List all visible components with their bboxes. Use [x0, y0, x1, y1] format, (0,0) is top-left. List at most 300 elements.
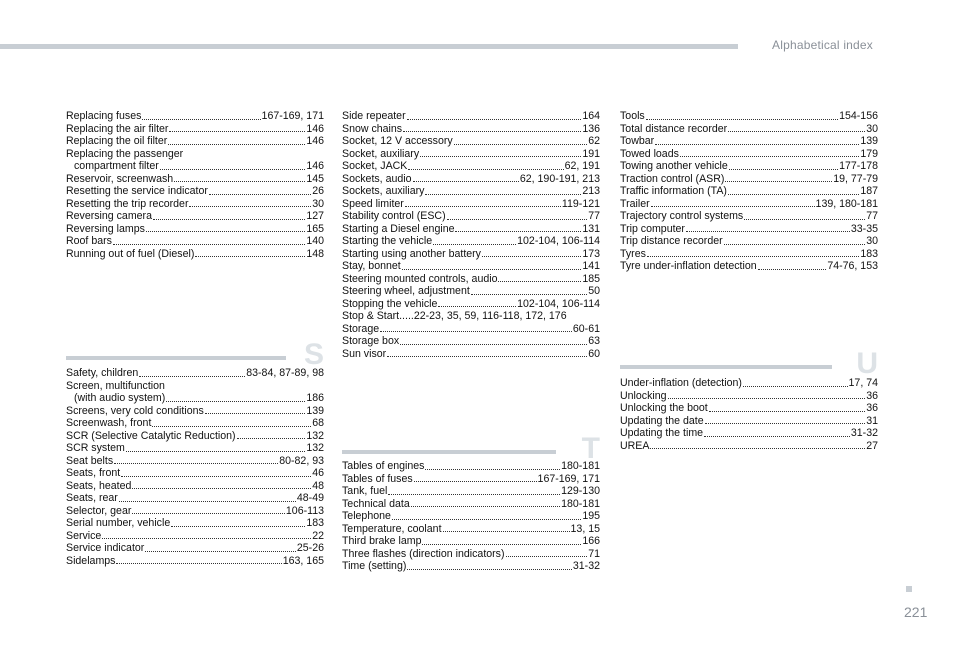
entry-page-ref: 213: [582, 185, 600, 197]
index-entry: [620, 110, 878, 123]
entry-page-ref: 140: [306, 235, 324, 247]
dot-leader: [646, 119, 838, 120]
dot-leader: [729, 169, 838, 170]
dot-leader: [166, 401, 305, 402]
index-entry: [66, 480, 324, 493]
index-entry: [342, 560, 600, 573]
entry-page-ref: 187: [860, 185, 878, 197]
entry-page-ref: 139, 180-181: [815, 197, 878, 210]
entry-label: Resetting the trip recorder: [66, 197, 189, 210]
dot-leader: [414, 481, 537, 482]
index-entry: [620, 123, 878, 136]
dot-leader: [392, 519, 581, 520]
dot-leader: [237, 438, 306, 439]
index-entry: [66, 555, 324, 568]
entry-label: Trip distance recorder: [620, 235, 723, 247]
entry-label: Steering mounted controls, audio: [342, 272, 498, 285]
dot-leader: [420, 156, 581, 157]
dot-leader: [132, 513, 285, 514]
entry-page-ref: 77: [866, 210, 878, 222]
entry-page-ref: 129-130: [561, 485, 600, 497]
entry-page-ref: 183: [306, 517, 324, 529]
entry-label: Seats, rear: [66, 492, 118, 504]
index-entry: [342, 223, 600, 236]
index-entry: [620, 440, 878, 453]
dot-leader: [438, 306, 516, 307]
entry-label: Roof bars: [66, 235, 112, 247]
index-group-t: [342, 460, 600, 573]
entry-page-ref: 30: [312, 197, 324, 210]
entry-page-ref: 145: [306, 172, 324, 185]
dot-leader: [705, 423, 866, 424]
dot-leader: [443, 531, 570, 532]
entry-label: Screenwash, front: [66, 417, 152, 429]
dot-leader: [498, 281, 581, 282]
index-entry: [342, 510, 600, 523]
dot-leader: [743, 386, 848, 387]
entry-label: Sidelamps: [66, 554, 116, 567]
entry-label: Seats, heated: [66, 479, 132, 492]
index-entry: [342, 310, 600, 323]
entry-label: Trailer: [620, 197, 650, 210]
index-entry: [66, 530, 324, 543]
index-entry: [620, 148, 878, 161]
dot-leader: [668, 398, 866, 399]
entry-label: Trajectory control systems: [620, 210, 744, 222]
index-entry: [342, 485, 600, 498]
entry-label: Traffic information (TA): [620, 185, 727, 197]
entry-page-ref: 141: [582, 260, 600, 272]
index-entry: [342, 148, 600, 161]
entry-label: Stability control (ESC): [342, 210, 446, 222]
entry-page-ref: 19, 77-79: [833, 172, 878, 185]
index-entry: [66, 198, 324, 211]
header-rule: [0, 44, 738, 49]
entry-label: Temperature, coolant: [342, 522, 442, 535]
dot-leader: [454, 144, 588, 145]
index-entry: [66, 380, 324, 393]
index-entry: [342, 348, 600, 361]
dot-leader: [413, 181, 519, 182]
entry-label: Sun visor: [342, 347, 387, 360]
entry-page-ref: 119-121: [561, 197, 600, 210]
entry-page-ref: 31: [866, 414, 878, 427]
index-entry: [66, 248, 324, 261]
entry-label: Third brake lamp: [342, 535, 422, 547]
entry-label: Screens, very cold conditions: [66, 404, 204, 417]
entry-label: Side repeater: [342, 110, 406, 122]
index-entry: [66, 223, 324, 236]
dot-leader: [422, 544, 581, 545]
dot-leader: [205, 413, 306, 414]
index-entry: [66, 492, 324, 505]
entry-label: SCR (Selective Catalytic Reduction): [66, 429, 236, 442]
dot-leader: [145, 551, 296, 552]
index-entry: [66, 517, 324, 530]
entry-label: Stop & Start.....22-23, 35, 59, 116-118, 172, 176: [342, 310, 567, 322]
dot-leader: [686, 231, 850, 232]
index-entry: [342, 110, 600, 123]
dot-leader: [407, 569, 572, 570]
dot-leader: [724, 244, 866, 245]
index-letter: S: [303, 338, 324, 371]
entry-page-ref: 106-113: [285, 504, 324, 517]
dot-leader: [704, 436, 850, 437]
entry-label: Steering wheel, adjustment: [342, 285, 470, 297]
dot-leader: [126, 451, 305, 452]
dot-leader: [132, 488, 311, 489]
entry-label: Socket, 12 V accessory: [342, 135, 453, 147]
index-entry: [620, 198, 878, 211]
divider-rule: [66, 356, 286, 360]
index-entry: [66, 392, 324, 405]
entry-label: Total distance recorder: [620, 122, 728, 135]
entry-page-ref: 60: [588, 347, 600, 360]
entry-page-ref: 77: [588, 210, 600, 222]
entry-page-ref: 17, 74: [848, 377, 878, 389]
entry-page-ref: 36: [866, 402, 878, 414]
dot-leader: [195, 256, 305, 257]
entry-label: Selector, gear: [66, 504, 132, 517]
dot-leader: [651, 206, 815, 207]
dot-leader: [482, 256, 581, 257]
entry-page-ref: 60-61: [572, 322, 600, 335]
dot-leader: [174, 181, 305, 182]
entry-page-ref: 26: [312, 185, 324, 197]
index-entry: [620, 402, 878, 415]
entry-page-ref: 173: [582, 247, 600, 260]
dot-leader: [725, 181, 832, 182]
dot-leader: [425, 194, 581, 195]
entry-page-ref: 13, 15: [570, 522, 600, 535]
dot-leader: [405, 206, 561, 207]
index-entry: [342, 273, 600, 286]
entry-label: Safety, children: [66, 367, 139, 379]
index-entry: [66, 160, 324, 173]
dot-leader: [142, 119, 260, 120]
divider-rule: [620, 365, 832, 369]
dot-leader: [152, 426, 311, 427]
index-entry: [620, 260, 878, 273]
entry-label: Reversing lamps: [66, 222, 145, 235]
letter-divider-s: [66, 330, 324, 371]
index-entry: [66, 417, 324, 430]
index-entry: [342, 123, 600, 136]
entry-page-ref: 154-156: [839, 110, 878, 122]
entry-page-ref: 48: [312, 479, 324, 492]
index-entry: [342, 198, 600, 211]
index-entry: [620, 427, 878, 440]
entry-label: Sockets, audio: [342, 172, 412, 185]
entry-page-ref: 132: [306, 429, 324, 442]
entry-label: Reversing camera: [66, 210, 152, 222]
index-entry: [342, 535, 600, 548]
entry-label: Tank, fuel: [342, 485, 388, 497]
dot-leader: [116, 563, 281, 564]
entry-page-ref: 148: [306, 247, 324, 260]
index-entry: [342, 523, 600, 536]
dot-leader: [411, 506, 560, 507]
entry-label: Updating the date: [620, 414, 704, 427]
letter-divider-t: [342, 424, 600, 465]
index-entry: [66, 455, 324, 468]
entry-label: Trip computer: [620, 222, 685, 235]
index-entry: [342, 260, 600, 273]
dot-leader: [407, 119, 582, 120]
entry-page-ref: 25-26: [296, 542, 324, 554]
entry-page-ref: 180-181: [561, 460, 600, 472]
index-entry: [342, 285, 600, 298]
index-entry: [342, 160, 600, 173]
entry-page-ref: 146: [306, 122, 324, 135]
dot-leader: [209, 194, 311, 195]
index-entry: [342, 498, 600, 511]
entry-page-ref: 80-82, 93: [279, 454, 324, 467]
entry-label: Resetting the service indicator: [66, 185, 208, 197]
entry-page-ref: 102-104, 106-114: [517, 235, 600, 247]
index-entry: [620, 210, 878, 223]
index-entry: [620, 415, 878, 428]
index-group-u: [620, 377, 878, 452]
entry-page-ref: 63: [588, 335, 600, 347]
entry-page-ref: 48-49: [296, 492, 324, 504]
dot-leader: [400, 344, 587, 345]
entry-page-ref: 164: [582, 110, 600, 122]
dot-leader: [387, 356, 587, 357]
entry-label: Starting a Diesel engine: [342, 222, 455, 235]
index-entry: [342, 235, 600, 248]
entry-page-ref: 136: [582, 122, 600, 135]
page-number: 221: [904, 604, 928, 620]
entry-label: Towed loads: [620, 147, 679, 160]
dot-leader: [169, 131, 305, 132]
entry-page-ref: 180-181: [561, 497, 600, 510]
index-entry: [620, 235, 878, 248]
entry-label: SCR system: [66, 442, 125, 454]
entry-label: Tyres: [620, 247, 646, 260]
entry-page-ref: 146: [306, 135, 324, 147]
entry-label: Storage: [342, 322, 380, 335]
entry-label: Tables of fuses: [342, 472, 413, 485]
entry-page-ref: 62, 190-191, 213: [519, 172, 600, 185]
index-entry: [66, 367, 324, 380]
dot-leader: [146, 231, 305, 232]
entry-label: Time (setting): [342, 560, 407, 572]
entry-page-ref: 166: [582, 535, 600, 547]
dot-leader: [380, 331, 572, 332]
index-letter: T: [581, 432, 600, 465]
dot-leader: [709, 411, 865, 412]
entry-page-ref: 68: [312, 417, 324, 429]
dot-leader: [153, 219, 305, 220]
index-entry: [620, 390, 878, 403]
index-entry: [620, 173, 878, 186]
entry-label: Storage box: [342, 335, 400, 347]
dot-leader: [433, 244, 516, 245]
entry-page-ref: 195: [582, 510, 600, 522]
index-entry: [66, 505, 324, 518]
index-entry: [342, 210, 600, 223]
entry-label: Screen, multifunction: [66, 379, 165, 392]
entry-label: Unlocking the boot: [620, 402, 708, 414]
page-section-title: Alphabetical index: [772, 38, 874, 52]
entry-page-ref: 191: [582, 147, 600, 160]
entry-label: Starting using another battery: [342, 247, 481, 260]
index-group-s: [66, 367, 324, 567]
dot-leader: [455, 231, 581, 232]
entry-page-ref: 36: [866, 389, 878, 402]
entry-label: Snow chains: [342, 122, 403, 135]
entry-label: Socket, JACK: [342, 160, 408, 172]
index-entry: [342, 135, 600, 148]
index-entry: [620, 248, 878, 261]
index-entry: [66, 123, 324, 136]
entry-page-ref: 131: [582, 222, 600, 235]
dot-leader: [168, 144, 305, 145]
dot-leader: [139, 376, 245, 377]
index-group-r: [66, 110, 324, 260]
entry-page-ref: 46: [312, 467, 324, 479]
index-entry: [66, 430, 324, 443]
index-group-s-continued: [342, 110, 600, 360]
entry-label: UREA: [620, 439, 650, 452]
dot-leader: [388, 494, 560, 495]
entry-label: Technical data: [342, 497, 410, 510]
dot-leader: [408, 169, 563, 170]
dot-leader: [471, 294, 587, 295]
entry-label: Sockets, auxiliary: [342, 185, 425, 197]
entry-label: Seats, front: [66, 467, 121, 479]
dot-leader: [114, 463, 278, 464]
dot-leader: [119, 501, 296, 502]
entry-page-ref: 185: [582, 272, 600, 285]
entry-label: Towing another vehicle: [620, 160, 728, 172]
dot-leader: [113, 244, 305, 245]
dot-leader: [680, 156, 859, 157]
dot-leader: [403, 131, 581, 132]
entry-page-ref: 62: [588, 135, 600, 147]
dot-leader: [102, 538, 311, 539]
entry-page-ref: 31-32: [572, 560, 600, 572]
index-entry: [620, 377, 878, 390]
entry-page-ref: 27: [866, 439, 878, 452]
entry-page-ref: 31-32: [850, 427, 878, 439]
index-entry: [342, 548, 600, 561]
dot-leader: [425, 469, 560, 470]
entry-label: Tables of engines: [342, 460, 425, 472]
index-entry: [620, 135, 878, 148]
index-entry: [620, 160, 878, 173]
entry-label: Reservoir, screenwash: [66, 172, 174, 185]
page-marker: [906, 586, 912, 592]
entry-page-ref: 33-35: [850, 222, 878, 235]
entry-label: Unlocking: [620, 389, 667, 402]
index-entry: [66, 110, 324, 123]
index-entry: [342, 335, 600, 348]
index-entry: [66, 235, 324, 248]
entry-label: Replacing fuses: [66, 110, 142, 122]
index-entry: [342, 173, 600, 186]
index-entry: [66, 467, 324, 480]
entry-page-ref: 74-76, 153: [827, 260, 878, 272]
entry-label: Seat belts: [66, 454, 114, 467]
dot-leader: [121, 476, 311, 477]
entry-page-ref: 30: [866, 235, 878, 247]
entry-label: Telephone: [342, 510, 391, 522]
entry-page-ref: 132: [306, 442, 324, 454]
index-entry: [66, 173, 324, 186]
dot-leader: [171, 526, 305, 527]
index-entry: [342, 248, 600, 261]
entry-label: (with audio system): [74, 392, 166, 404]
entry-page-ref: 179: [860, 147, 878, 160]
entry-page-ref: 146: [306, 160, 324, 172]
index-entry: [342, 460, 600, 473]
entry-label: Running out of fuel (Diesel): [66, 247, 195, 260]
entry-label: Replacing the passenger: [66, 147, 184, 160]
entry-label: Starting the vehicle: [342, 235, 433, 247]
entry-label: Replacing the oil filter: [66, 135, 168, 147]
entry-label: Tools: [620, 110, 645, 122]
index-entry: [342, 323, 600, 336]
entry-label: Service: [66, 529, 102, 542]
dot-leader: [728, 131, 865, 132]
dot-leader: [189, 206, 311, 207]
entry-page-ref: 102-104, 106-114: [517, 297, 600, 310]
dot-leader: [728, 194, 859, 195]
entry-label: Serial number, vehicle: [66, 517, 171, 529]
entry-page-ref: 22: [312, 529, 324, 542]
index-entry: [66, 405, 324, 418]
entry-label: Under-inflation (detection): [620, 377, 742, 389]
entry-page-ref: 50: [588, 285, 600, 297]
divider-rule: [342, 450, 556, 454]
entry-label: Stopping the vehicle: [342, 297, 438, 310]
entry-page-ref: 30: [866, 122, 878, 135]
index-entry: [66, 148, 324, 161]
entry-label: Towbar: [620, 135, 655, 147]
entry-label: Traction control (ASR): [620, 172, 725, 185]
entry-page-ref: 139: [306, 404, 324, 417]
dot-leader: [758, 269, 827, 270]
letter-divider-u: [620, 339, 878, 380]
entry-page-ref: 139: [860, 135, 878, 147]
entry-page-ref: 167-169, 171: [537, 472, 600, 485]
index-entry: [342, 473, 600, 486]
index-entry: [66, 542, 324, 555]
entry-label: Speed limiter: [342, 197, 404, 210]
entry-page-ref: 71: [588, 547, 600, 560]
entry-page-ref: 83-84, 87-89, 98: [246, 367, 324, 379]
entry-label: Service indicator: [66, 542, 145, 554]
dot-leader: [506, 556, 588, 557]
index-entry: [620, 223, 878, 236]
dot-leader: [402, 269, 582, 270]
dot-leader: [655, 144, 859, 145]
entry-page-ref: 186: [306, 392, 324, 404]
entry-page-ref: 183: [860, 247, 878, 260]
index-entry: [66, 185, 324, 198]
index-entry: [66, 135, 324, 148]
index-entry: [342, 185, 600, 198]
dot-leader: [447, 219, 588, 220]
entry-label: Socket, auxiliary: [342, 147, 420, 160]
entry-label: Stay, bonnet: [342, 260, 401, 272]
entry-label: Tyre under-inflation detection: [620, 260, 757, 272]
dot-leader: [650, 448, 865, 449]
entry-page-ref: 167-169, 171: [261, 110, 324, 122]
entry-page-ref: 127: [306, 210, 324, 222]
